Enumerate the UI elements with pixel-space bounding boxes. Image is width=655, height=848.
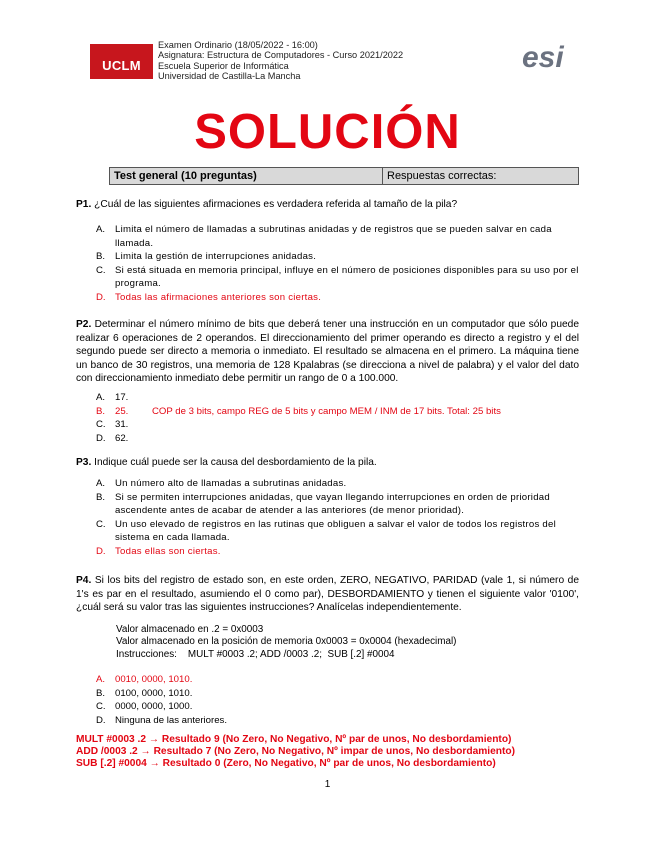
question-label: P4. [76,575,92,586]
result-line: MULT #0003 .2 → Resultado 9 (No Zero, No Negativo, Nº par de unos, No desbordamiento) [76,734,512,745]
option-d: D. Ninguna de las anteriores. [96,714,227,726]
option-a-correct: A. 0010, 0000, 1010. [96,674,193,685]
option-c: C. 0000, 0000, 1000. [96,701,193,713]
test-label: Test general (10 preguntas) [110,168,383,184]
question-p3 [76,456,579,470]
question-p2 [76,318,579,386]
options-p4 [96,673,580,727]
header-line: Escuela Superior de Informática [158,60,289,71]
question-label: P2. [76,319,92,330]
option-c: C. Si está situada en memoria principal, influye en el número de posiciones disponibles para su uso por el programa. [96,264,579,290]
option-d-correct: D. Todas las afirmaciones anteriores son ciertas. [96,291,322,303]
options-p3 [96,477,580,559]
option-c: C. Un uso elevado de registros en las rutinas que obliguen a salvar el valor de todos los registros del sistema en cada llamada. [96,518,556,544]
question-text: ¿Cuál de las siguientes afirmaciones es verdadera referida al tamaño de la pila? [91,199,458,210]
question-p4 [76,574,579,615]
question-text: Determinar el número mínimo de bits que deberá tener una instrucción en un computador que sólo puede realizar 6 operaciones de 2 operandos. El direccionamiento del primer operando es directo a registro y el del segundo puede ser directo a memoria o inmediato. El resultado se almacena en el primero. La máquina tiene un banco de 30 registros, una memoria de 128 Kpalabras (se direcciona a nivel de palabra) y el valor del dato con direccionamiento inmediato debe permitir un rango de 0 a 100.000. [76,319,579,385]
results-block [76,734,515,770]
answer-explanation: COP de 3 bits, campo REG de 5 bits y campo MEM / INM de 17 bits. Total: 25 bits [152,405,501,417]
option-d-correct: D. Todas ellas son ciertas. [96,545,221,557]
page-number: 1 [324,779,331,790]
test-summary-box [109,167,579,185]
header-line: Asignatura: Estructura de Computadores - Curso 2021/2022 [158,50,404,61]
uclm-logo-text: UCLM [102,58,141,73]
code-line: Instrucciones: MULT #0003 .2; ADD /0003 .2; SUB [.2] #0004 [116,648,395,660]
option-b: B. Si se permiten interrupciones anidadas, que vayan llegando interrupciones en orden de prioridad ascendente antes de acabar de atender a las anteriores (de menor prioridad). [96,491,550,517]
option-a: A. Limita el número de llamadas a subrutinas anidadas y de registros que se pueden salvar en cada llamada. [96,224,552,249]
option-b: B. Limita la gestión de interrupciones anidadas. [96,251,317,263]
code-line: Valor almacenado en .2 = 0x0003 [116,624,264,635]
options-p1 [96,223,580,305]
question-text: Si los bits del registro de estado son, en este orden, ZERO, NEGATIVO, PARIDAD (vale 1, si número de 1's es par en el resultado, asumiendo el 0 como par), DESBORDAMIENTO y tienen el siguiente valor '0100', ¿cuál será su valor tras las siguientes instrucciones? Analícelas independientemente. [76,575,579,614]
question-p1 [76,198,579,212]
question-label: P1. [76,199,92,210]
code-line: Valor almacenado en la posición de memoria 0x0003 = 0x0004 (hexadecimal) [116,636,457,648]
exam-header [158,40,403,82]
question-text: Indique cuál puede ser la causa del desbordamiento de la pila. [91,457,377,468]
option-a: A. Un número alto de llamadas a subrutinas anidadas. [96,478,347,489]
option-c: C. 31. [96,419,129,431]
option-a: A. 17. [96,392,129,403]
page-title: SOLUCIÓN [194,105,461,159]
esi-logo-text: esi [522,41,564,74]
option-d: D. 62. [96,432,129,444]
question-label: P3. [76,457,92,468]
uclm-logo [90,44,153,79]
instruction-block [116,624,456,661]
header-line: Universidad de Castilla-La Mancha [158,71,301,82]
option-b: B. 0100, 0000, 1010. [96,687,193,699]
result-line: ADD /0003 .2 → Resultado 7 (No Zero, No Negativo, Nº impar de unos, No desbordamiento) [76,746,516,757]
header-line: Examen Ordinario (18/05/2022 - 16:00) [158,40,318,50]
result-line: SUB [.2] #0004 → Resultado 0 (Zero, No Negativo, Nº par de unos, No desbordamiento) [76,758,496,769]
option-b-correct: B. 25. COP de 3 bits, campo REG de 5 bits y campo MEM / INM de 17 bits. Total: 25 bits [96,405,501,417]
esi-logo [522,40,574,74]
correct-answers-label: Respuestas correctas: [387,170,497,182]
options-p2 [96,391,580,445]
